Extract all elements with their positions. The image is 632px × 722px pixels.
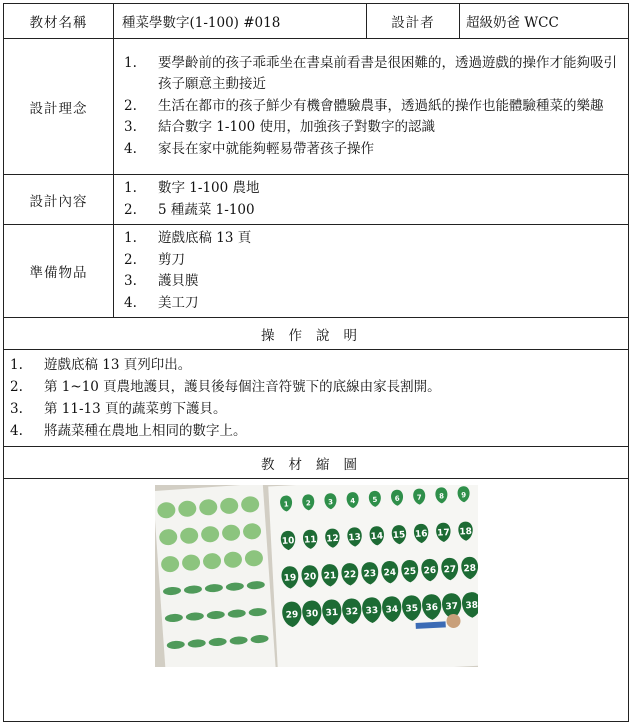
list-item: 2. 5 種蔬菜 1-100 [124, 201, 255, 218]
plot-number: 21 [323, 571, 337, 582]
plot-number: 12 [325, 533, 340, 545]
content-label: 設計內容 [4, 175, 114, 225]
list-item: 1. 要學齡前的孩子乖乖坐在書桌前看書是很困難的，透過遊戲的操作才能夠吸引孩子願意主動接近 [124, 54, 617, 93]
header-row [4, 4, 629, 39]
vegetable-sheet [155, 485, 276, 667]
content-row [4, 175, 629, 225]
list-item: 1. 數字 1-100 農地 [124, 180, 260, 196]
list-item: 2. 生活在都市的孩子鮮少有機會體驗農事，透過紙的操作也能體驗種菜的樂趣 [124, 97, 604, 114]
plot-number: 23 [363, 568, 377, 580]
plot-number: 14 [370, 531, 384, 543]
plot-number: 2 [305, 499, 312, 508]
plot-number: 22 [343, 569, 357, 581]
plot-number: 24 [383, 567, 397, 579]
material-thumbnail-photo [155, 485, 478, 667]
plot-number: 36 [425, 602, 439, 614]
plot-number: 38 [465, 600, 478, 612]
plot-number: 30 [305, 609, 319, 620]
diagram-cell [4, 479, 629, 722]
plot-number: 11 [303, 535, 317, 546]
list-item: 3. 結合數字 1-100 使用，加強孩子對數字的認識 [124, 119, 435, 136]
list-item: 3. 第 11-13 頁的蔬菜剪下護貝。 [10, 401, 227, 417]
concept-cell [114, 39, 629, 175]
list-item: 3. 護貝膜 [124, 273, 199, 289]
materials-cell [114, 225, 629, 318]
lesson-plan-table [3, 3, 629, 722]
plot-number: 5 [372, 495, 378, 505]
plot-number: 6 [394, 494, 400, 503]
list-item: 2. 第 1~10 頁農地護貝，護貝後每個注音符號下的底線由家長割開。 [10, 379, 441, 395]
designer-value: 超級奶爸 WCC [460, 4, 629, 39]
concept-list [114, 50, 628, 164]
plot-number: 4 [350, 496, 356, 506]
plot-number: 9 [461, 491, 467, 500]
materials-row [4, 225, 629, 318]
content-cell [114, 175, 629, 225]
list-item: 2. 剪刀 [124, 251, 185, 268]
operation-steps-row [4, 350, 629, 447]
operation-steps-list [4, 350, 628, 446]
concept-label: 設計理念 [4, 39, 114, 175]
plot-number: 1 [283, 500, 289, 509]
plot-number: 3 [327, 498, 334, 507]
diagram-title: 教材縮圖 [4, 447, 629, 479]
plot-number: 28 [463, 563, 477, 575]
concept-row [4, 39, 629, 175]
designer-label: 設計者 [367, 4, 460, 39]
plot-number: 27 [443, 564, 457, 576]
plot-number: 8 [438, 492, 445, 501]
plot-number: 31 [325, 607, 339, 619]
plot-number: 18 [459, 526, 473, 538]
plot-number: 34 [385, 604, 399, 616]
plot-number: 32 [345, 606, 359, 618]
plot-number: 16 [414, 529, 428, 540]
farmland-sheet [268, 485, 478, 667]
diagram-title-row [4, 447, 629, 479]
materials-label: 準備物品 [4, 225, 114, 318]
plot-number: 29 [285, 610, 299, 621]
plot-number: 10 [281, 536, 295, 547]
plot-number: 35 [405, 603, 419, 615]
content-list [114, 175, 628, 224]
plot-number: 17 [436, 528, 450, 539]
list-item: 1. 遊戲底稿 13 頁 [124, 230, 252, 246]
plot-number: 20 [303, 572, 317, 583]
plot-number: 37 [445, 601, 459, 613]
material-name-label: 教材名稱 [4, 4, 114, 39]
diagram-row [4, 479, 629, 722]
plot-number: 33 [365, 605, 379, 617]
photo-illustration [155, 485, 478, 667]
material-name-value: 種菜學數字(1-100) #018 [114, 4, 367, 39]
operation-title: 操作說明 [4, 318, 629, 350]
list-item: 4. 將蔬菜種在農地上相同的數字上。 [10, 423, 247, 439]
materials-list [114, 225, 628, 317]
plot-number: 15 [392, 530, 406, 542]
list-item: 4. 家長在家中就能夠輕易帶著孩子操作 [124, 140, 374, 157]
operation-steps-cell [4, 350, 629, 447]
plot-number: 7 [416, 493, 422, 502]
plot-number: 13 [348, 532, 362, 544]
list-item: 4. 美工刀 [124, 294, 199, 311]
plot-number: 25 [403, 566, 417, 578]
list-item: 1. 遊戲底稿 13 頁列印出。 [10, 357, 192, 373]
plot-number: 26 [423, 565, 437, 577]
operation-title-row [4, 318, 629, 350]
plot-number: 19 [283, 573, 297, 584]
